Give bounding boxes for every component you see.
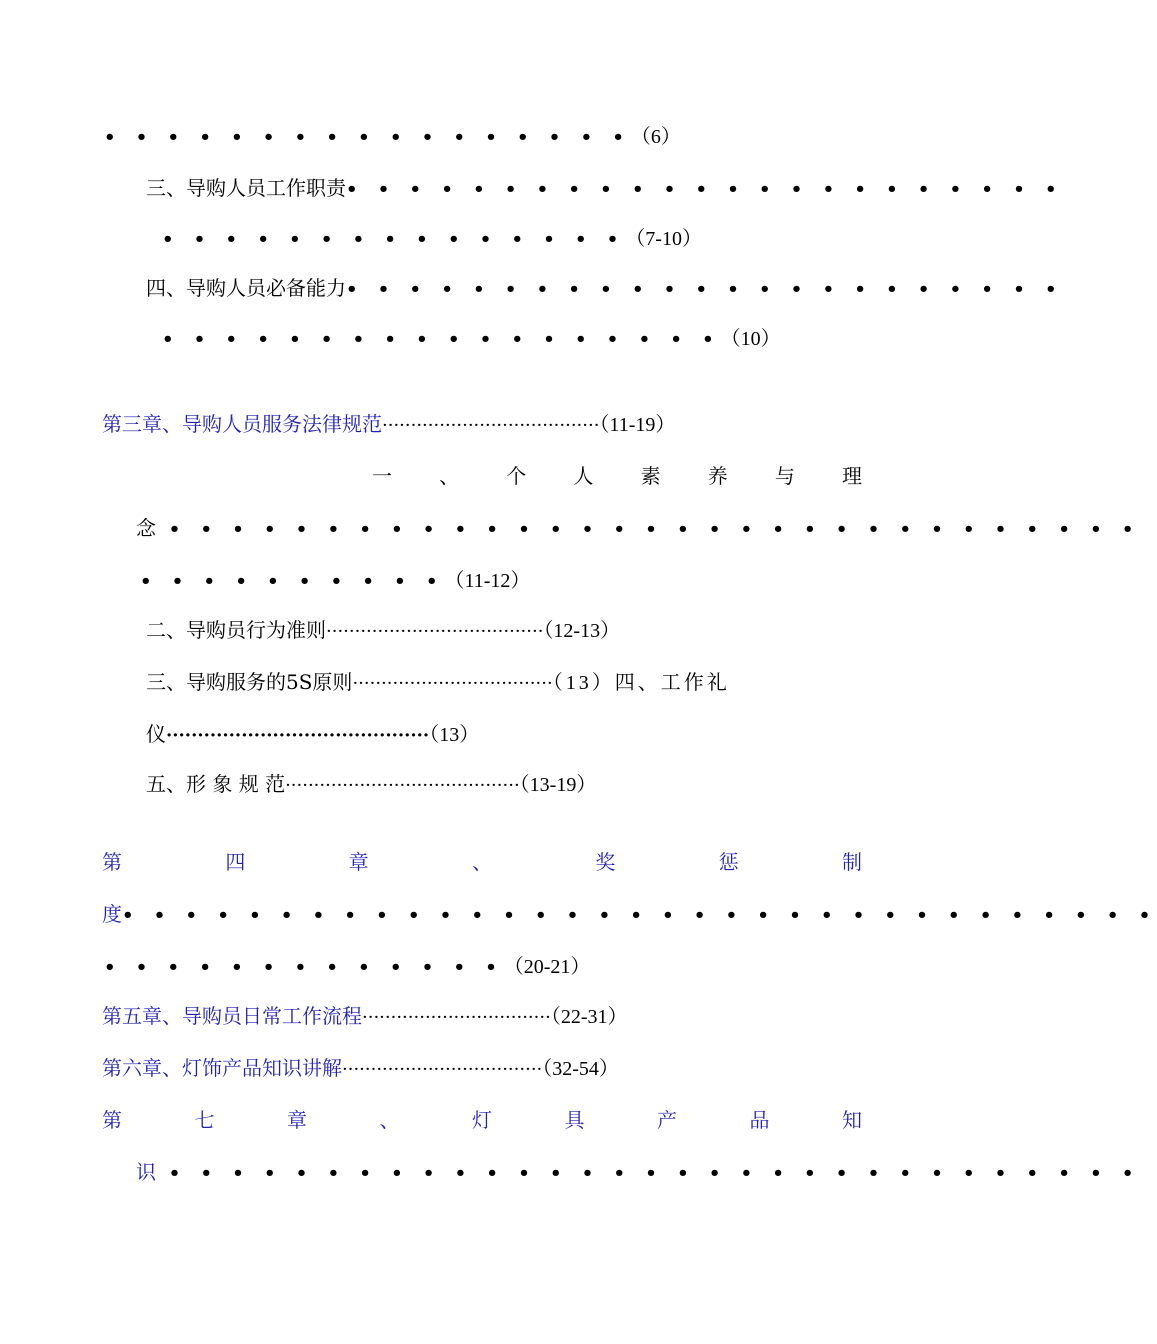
page-number: （7-10） <box>625 228 702 250</box>
page-number: （10） <box>720 328 781 350</box>
leader-dots: • • • • • • • • • • • • • • • • • • • • • • • <box>346 179 1064 200</box>
leader-dots: ······································ <box>326 621 544 642</box>
justified-char: 制 <box>841 850 862 874</box>
justified-char: 奖 <box>595 850 616 874</box>
leader-dots: • • • • • • • • • • • • • • • <box>162 229 626 250</box>
justified-char: 理 <box>841 464 862 488</box>
page-number: （13） <box>429 724 480 746</box>
toc-line-continuation <box>162 324 781 354</box>
leader-dots: • • • • • • • • • • <box>140 571 445 592</box>
toc-entry-section <box>146 174 1064 204</box>
leader-dots: • • • • • • • • • • • • • • • • • • • • • • • <box>346 279 1064 300</box>
chapter-title: 第六章、灯饰产品知识讲解 <box>102 1056 342 1080</box>
toc-line-continuation <box>136 514 1141 544</box>
toc-entry-section <box>146 770 596 800</box>
leader-dots: ································· <box>362 1007 551 1028</box>
leader-dots: • • • • • • • • • • • • • • • • • <box>104 127 631 148</box>
toc-line-continuation <box>162 224 702 254</box>
toc-line-continuation <box>146 720 479 750</box>
page-number: （12-13） <box>543 620 621 642</box>
chapter-title: 识 <box>136 1160 156 1184</box>
entry-title: 仪 <box>146 722 166 746</box>
toc-entry-chapter[interactable] <box>102 410 675 440</box>
toc-line-continuation <box>104 952 590 982</box>
page-number: （13-19） <box>519 774 597 796</box>
justified-char: 、 <box>439 464 460 488</box>
justified-char: 具 <box>564 1108 585 1132</box>
justified-char: 七 <box>194 1108 215 1132</box>
justified-char: 个 <box>506 464 527 488</box>
leader-dots: • • • • • • • • • • • • • • • • • • • • • • • • • • • • • • • • • <box>122 905 1157 926</box>
justified-char: 一 <box>372 464 392 488</box>
toc-line-continuation <box>104 122 681 152</box>
toc-line-continuation <box>102 900 1157 930</box>
leader-dots: ·········································· <box>166 725 430 746</box>
justified-char: 人 <box>573 464 594 488</box>
justified-char: 惩 <box>718 850 739 874</box>
toc-line-continuation <box>136 1158 1141 1188</box>
leader-dots: • • • • • • • • • • • • • <box>104 957 504 978</box>
leader-dots: • • • • • • • • • • • • • • • • • • • • • • • • • • • • • • • <box>168 519 1141 540</box>
entry-title: 四、导购人员必备能力 <box>146 276 346 300</box>
page-number: （32-54） <box>542 1058 619 1080</box>
entry-title: 三、导购服务的5S原则 <box>146 670 353 694</box>
justified-char: 养 <box>707 464 728 488</box>
entry-title: 五、形 象 规 范 <box>146 772 286 796</box>
toc-entry-section <box>146 668 866 698</box>
page-number: （13）四、工作礼 <box>552 672 730 694</box>
justified-char: 与 <box>774 464 795 488</box>
page-number: （20-21） <box>503 956 591 978</box>
justified-char: 品 <box>749 1108 770 1132</box>
page-number: （11-12） <box>444 570 531 592</box>
leader-dots: • • • • • • • • • • • • • • • • • • <box>162 329 721 350</box>
toc-entry-section-justified <box>372 462 862 490</box>
leader-dots: ··································· <box>352 673 553 694</box>
toc-entry-chapter[interactable] <box>102 1054 619 1084</box>
leader-dots: ··································· <box>342 1059 543 1080</box>
toc-entry-chapter-justified[interactable] <box>102 1106 862 1134</box>
justified-char: 章 <box>287 1108 307 1132</box>
toc-entry-section <box>146 274 1064 304</box>
justified-char: 第 <box>102 850 122 874</box>
page-number: （11-19） <box>599 414 676 436</box>
entry-title: 念 <box>136 516 156 540</box>
leader-dots: ········································· <box>285 775 520 796</box>
toc-entry-chapter[interactable] <box>102 1002 628 1032</box>
justified-char: 灯 <box>472 1108 492 1132</box>
justified-char: 章 <box>348 850 369 874</box>
justified-char: 产 <box>657 1108 677 1132</box>
entry-title: 三、导购人员工作职责 <box>146 176 346 200</box>
chapter-title: 第三章、导购人员服务法律规范 <box>102 412 382 436</box>
toc-entry-section <box>146 616 620 646</box>
toc-entry-chapter-justified[interactable] <box>102 848 862 876</box>
chapter-title: 第五章、导购员日常工作流程 <box>102 1004 362 1028</box>
justified-char: 、 <box>379 1108 400 1132</box>
justified-char: 、 <box>471 850 492 874</box>
leader-dots: ······································ <box>382 415 600 436</box>
toc-line-continuation <box>140 566 530 596</box>
page-number: （6） <box>630 126 681 148</box>
justified-char: 第 <box>102 1108 122 1132</box>
justified-char: 素 <box>640 464 661 488</box>
justified-char: 知 <box>842 1108 862 1132</box>
entry-title: 二、导购员行为准则 <box>146 618 326 642</box>
leader-dots: • • • • • • • • • • • • • • • • • • • • • • • • • • • • • • • <box>168 1163 1141 1184</box>
page-number: （22-31） <box>550 1006 628 1028</box>
chapter-title: 度 <box>102 902 122 926</box>
justified-char: 四 <box>225 850 246 874</box>
